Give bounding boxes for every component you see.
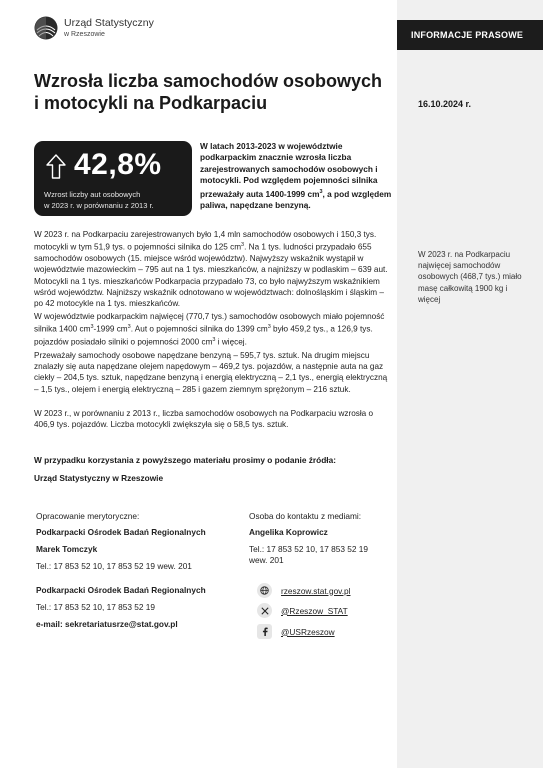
paragraph-4: W 2023 r., w porównaniu z 2013 r., liczba samochodów osobowych na Podkarpaciu wzrosła o 406,9 tys. pojazdów. Liczba motocykli zwiększyła się o 58,5 tys. sztuk. (34, 409, 374, 430)
paragraph-1 (34, 229, 392, 309)
p2-text-e: i więcej. (215, 337, 247, 347)
contact-tel-2: wew. 201 (249, 555, 284, 565)
logo-name: Urząd Statystyczny (64, 17, 154, 29)
lead-text: W latach 2013-2023 w województwie podkarpackim znacznie wzrosła liczba zarejestrowanych samochodów osobowych i motocykli. Pod względem pojemności silnika przeważały auta 1400-1999 cm (200, 141, 378, 199)
contact-label: Osoba do kontaktu z mediami: (249, 511, 362, 521)
website-link[interactable]: rzeszow.stat.gov.pl (281, 585, 351, 596)
p1-text-b: . Na 1 tys. ludności przypadało 655 samochodów osobowych (15. miejsce wśród województw). Najwyższy wskaźnik wystąpił w województwie mazowieckim – 795 aut na 1 tys. mieszkańców, a najniższy w podlaskim – 639 aut. Motocykli na 1 tys. mieszkańców Podkarpacia przypadało 73, co było najwyższym wskaźnikiem wśród województw. Najniższy wskaźnik odnotowano w województwach: dolnośląskim i śląskim – po 42 motocykle na 1 tys. mieszkańców. (34, 242, 388, 308)
press-banner: INFORMACJE PRASOWE (397, 20, 543, 50)
p2-text-d: było 459,2 tys., a 126,9 tys. pojazdów posiadało silniki o pojemności 2000 cm (34, 324, 373, 347)
link-row-web[interactable] (257, 583, 350, 598)
sidebar-panel (397, 0, 543, 768)
p2-sup-4: 3 (212, 337, 216, 344)
link-row-x[interactable] (257, 603, 348, 618)
globe-icon (257, 583, 272, 598)
contact-name: Angelika Koprowicz (249, 527, 328, 537)
paragraph-2 (34, 311, 392, 348)
lead-text-end: , a pod względem paliwa, napędzane benzyną. (200, 188, 392, 210)
p1-text-a: W 2023 r. na Podkarpaciu zarejestrowanych było 1,4 mln samochodów osobowych i 150,3 tys. motocykli w tym 51,9 tys. o pojemności silnika do 125 cm (34, 230, 377, 252)
p2-text-b: -1999 cm (93, 324, 128, 334)
p2-text-c: . Aut o pojemności silnika do 1399 cm (130, 324, 268, 334)
prep-person: Marek Tomczyk (36, 544, 98, 554)
source-name: Urząd Statystyczny w Rzeszowie (34, 473, 164, 483)
prep-label: Opracowanie merytoryczne: (36, 511, 140, 521)
p1-sup: 3 (241, 242, 245, 249)
contact-tel-1: Tel.: 17 853 52 10, 17 853 52 19 (249, 544, 369, 554)
highlight-caption (44, 189, 154, 211)
logo-icon (34, 16, 58, 40)
highlight-caption-line1: Wzrost liczby aut osobowych (44, 190, 141, 199)
x-link[interactable]: @Rzeszow_STAT (281, 605, 348, 616)
p2-sup-1: 3 (90, 324, 94, 331)
lead-paragraph (200, 141, 392, 211)
x-icon (257, 603, 272, 618)
highlight-value: 42,8% (74, 148, 162, 181)
p2-sup-2: 3 (127, 324, 131, 331)
link-row-fb[interactable] (257, 624, 335, 639)
email-line[interactable]: e-mail: sekretariatusrze@stat.gov.pl (36, 619, 178, 629)
p2-sup-3: 3 (267, 324, 271, 331)
org2-name: Podkarpacki Ośrodek Badań Regionalnych (36, 585, 206, 595)
release-date: 16.10.2024 r. (418, 99, 472, 109)
logo-subtitle: w Rzeszowie (64, 31, 105, 38)
prep-tel: Tel.: 17 853 52 10, 17 853 52 19 wew. 201 (36, 561, 192, 571)
highlight-caption-line2: w 2023 r. w porównaniu z 2013 r. (44, 201, 154, 210)
facebook-link[interactable]: @USRzeszow (281, 626, 335, 637)
prep-org: Podkarpacki Ośrodek Badań Regionalnych (36, 527, 206, 537)
page-title: Wzrosła liczba samochodów osobowych i motocykli na Podkarpaciu (34, 71, 383, 113)
org2-tel: Tel.: 17 853 52 10, 17 853 52 19 (36, 602, 156, 612)
facebook-icon (257, 624, 272, 639)
paragraph-3: Przeważały samochody osobowe napędzane benzyną – 595,7 tys. sztuk. Na drugim miejscu znalazły się auta napędzane olejem napędowym – 469,2 tys. pojazdów, a następnie auta na gaz ciekły – 204,5 tys. sztuk, napędzane benzyną i energią elektryczną – 2,1 tys., energią elektryczną – 1,5 tys., olejem i energią elektryczną – 285 i gazem ziemnym sprężonym – 216 sztuk. (34, 351, 388, 394)
lead-sup: 3 (319, 188, 323, 195)
highlight-box (34, 141, 192, 216)
arrow-up-icon (46, 154, 66, 179)
side-note: W 2023 r. na Podkarpaciu najwięcej samochodów osobowych (468,7 tys.) miało masę całkowitą 1900 kg i więcej (418, 250, 522, 304)
p2-text-a: W województwie podkarpackim najwięcej (770,7 tys.) samochodów osobowych miało pojemność silnika 1400 cm (34, 312, 385, 334)
source-request: W przypadku korzystania z powyższego materiału prosimy o podanie źródła: (34, 455, 336, 465)
